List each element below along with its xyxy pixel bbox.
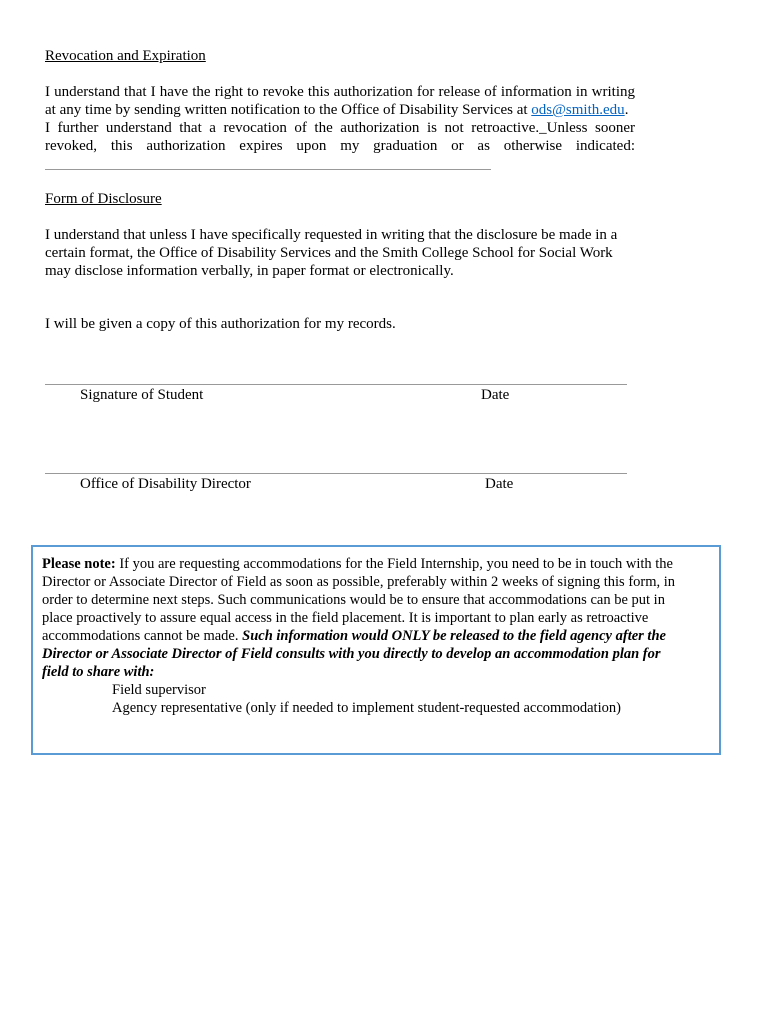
note-line-2: Director or Associate Director of Field as soon as possible, preferably within 2 weeks of signing this form, in [42, 574, 676, 590]
student-date-label: Date [481, 387, 510, 403]
email-link[interactable]: ods@smith.edu [531, 102, 625, 118]
note-line-1 [42, 555, 712, 573]
copy-statement: I will be given a copy of this authorization for my records. [45, 316, 396, 332]
revocation-line-1: I understand that I have the right to revoke this authorization for release of information in writing [45, 84, 635, 100]
note-text [42, 555, 712, 717]
director-signature-line [45, 473, 627, 474]
disclosure-line-3: may disclose information verbally, in paper format or electronically. [45, 263, 454, 279]
revocation-line-3: I further understand that a revocation of the authorization is not retroactive._Unless sooner [45, 120, 635, 136]
period: . [624, 102, 629, 118]
note-line-5 [42, 627, 712, 645]
disclosure-heading: Form of Disclosure [45, 191, 162, 207]
director-date-label: Date [485, 476, 514, 492]
note-line-3: order to determine next steps. Such communications would be to ensure that accommodations can be put in [42, 592, 665, 608]
note-line-1-text: If you are requesting accommodations for the Field Internship, you need to be in touch with the [115, 556, 673, 572]
note-box [31, 545, 721, 755]
revocation-heading: Revocation and Expiration [45, 48, 206, 64]
student-signature-line [45, 384, 627, 385]
note-item: Agency representative (only if needed to implement student-requested accommodation) [112, 700, 621, 716]
disclosure-line-2: certain format, the Office of Disability Services and the Smith College School for Social Work [45, 245, 613, 261]
note-line-5-emphasis: Such information would ONLY be released to the field agency after the [242, 628, 666, 644]
revocation-line-2-text: at any time by sending written notification to the Office of Disability Services at [45, 102, 532, 118]
expiration-blank-line [45, 169, 491, 170]
revocation-paragraph [45, 83, 635, 155]
note-line-7: field to share with: [42, 664, 155, 680]
note-line-5-plain: accommodations cannot be made. [42, 628, 243, 644]
note-line-6: Director or Associate Director of Field consults with you directly to develop an accommodation plan for [42, 646, 661, 662]
director-signature-label: Office of Disability Director [80, 476, 251, 492]
revocation-line-2 [45, 101, 635, 119]
revocation-line-4: revoked, this authorization expires upon my graduation or as otherwise indicated: [45, 138, 635, 154]
student-signature-label: Signature of Student [80, 387, 204, 403]
disclosure-line-1: I understand that unless I have specifically requested in writing that the disclosure be made in a [45, 227, 618, 243]
note-line-4: place proactively to assure equal access in the field placement. It is important to plan early as retroactive [42, 610, 649, 626]
note-lead: Please note: [42, 556, 116, 572]
note-item: Field supervisor [112, 682, 206, 698]
disclosure-paragraph [45, 226, 635, 280]
